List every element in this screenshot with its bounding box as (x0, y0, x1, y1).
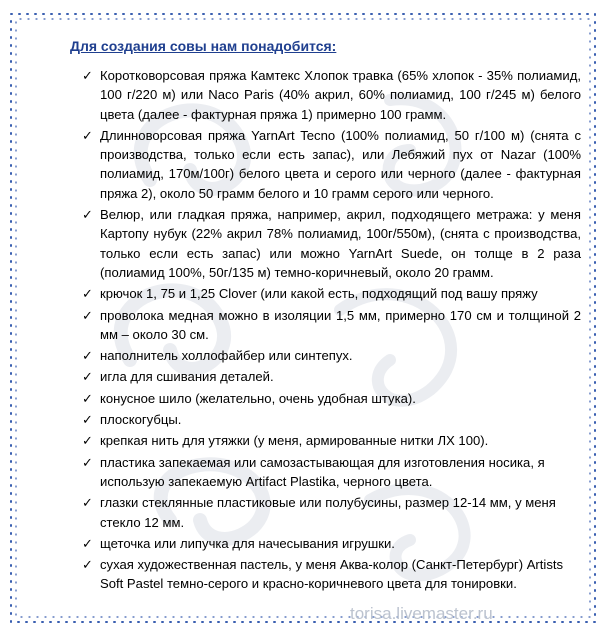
checkmark-icon: ✓ (82, 127, 93, 143)
checkmark-icon: ✓ (82, 454, 93, 470)
list-item (68, 453, 581, 492)
item-text: сухая художественная пастель, у меня Аква-колор (Санкт-Петербург) Artists Soft Pastel темно-серого и красно-коричневого цвета для тонировки. (100, 557, 564, 592)
item-text: Длинноворсовая пряжа YarnArt Tecno (100% полиамид, 50 г/100 м) (снята с производства, только если есть запас), или Лебяжий пух от Nazar (100% полиамид, 170м/100г) белого цвета и серого или черного (далее - фактурная пряжа 2), около 50 грамм белого и 10 грамм серого или черного. (100, 127, 581, 201)
item-text: крепкая нить для утяжки (у меня, армированные нитки ЛХ 100). (100, 433, 489, 449)
list-item (68, 284, 581, 303)
list-item (68, 367, 581, 386)
item-text: Коротковорсовая пряжа Камтекс Хлопок травка (65% хлопок - 35% полиамид, 100 г/220 м) или Naco Paris (40% акрил, 60% полиамид, 100 г/245 м) белого цвета (далее - фактурная пряжа 1) примерно 100 грамм. (100, 68, 581, 122)
checkmark-icon: ✓ (82, 307, 93, 323)
checkmark-icon: ✓ (82, 348, 93, 364)
checkmark-icon: ✓ (82, 433, 93, 449)
checkmark-icon: ✓ (82, 369, 93, 385)
list-item (68, 389, 581, 408)
materials-list (68, 66, 581, 594)
checkmark-icon: ✓ (82, 68, 93, 83)
document-body (68, 38, 581, 596)
checkmark-icon: ✓ (82, 535, 93, 551)
list-item (68, 555, 581, 594)
list-item (68, 306, 581, 345)
list-item (68, 346, 581, 365)
checkmark-icon: ✓ (82, 412, 93, 428)
item-text: конусное шило (желательно, очень удобная штука). (100, 390, 416, 406)
item-text: наполнитель холлофайбер или синтепух. (100, 348, 353, 364)
item-text: пластика запекаемая или самозастывающая для изготовления носика, я использую запекаемую Artifact Plastika, черного цвета. (100, 454, 545, 489)
list-item (68, 493, 581, 532)
section-heading: Для создания совы нам понадобится: (70, 38, 337, 54)
list-item (68, 410, 581, 429)
list-item (68, 205, 581, 282)
checkmark-icon: ✓ (82, 557, 93, 573)
item-text: глазки стеклянные пластиковые или полубусины, размер 12-14 мм, у меня стекло 12 мм. (100, 495, 556, 530)
list-item (68, 126, 581, 203)
watermark-text: torisa.livemaster.ru (350, 604, 493, 623)
checkmark-icon: ✓ (82, 207, 93, 223)
item-text: плоскогубцы. (100, 412, 182, 428)
item-text: щеточка или липучка для начесывания игрушки. (100, 535, 395, 551)
list-item (68, 66, 581, 124)
item-text: крючок 1, 75 и 1,25 Clover (или какой есть, подходящий под вашу пряжу (100, 286, 538, 302)
checkmark-icon: ✓ (82, 390, 93, 406)
checkmark-icon: ✓ (82, 286, 93, 302)
item-text: Велюр, или гладкая пряжа, например, акрил, подходящего метража: у меня Картопу нубук (22% акрил 78% полиамид, 100г/550м), (снята с производства, только если есть запас) или можно YarnArt Suede, он толще в 2 раза (полиамид 100%, 50г/135 м) темно-коричневый, около 20 грамм. (100, 207, 581, 280)
list-item (68, 534, 581, 553)
list-item (68, 431, 581, 450)
item-text: проволока медная можно в изоляции 1,5 мм, примерно 170 см и толщиной 2 мм – около 30 см. (100, 307, 581, 342)
checkmark-icon: ✓ (82, 495, 93, 511)
item-text: игла для сшивания деталей. (100, 369, 274, 385)
